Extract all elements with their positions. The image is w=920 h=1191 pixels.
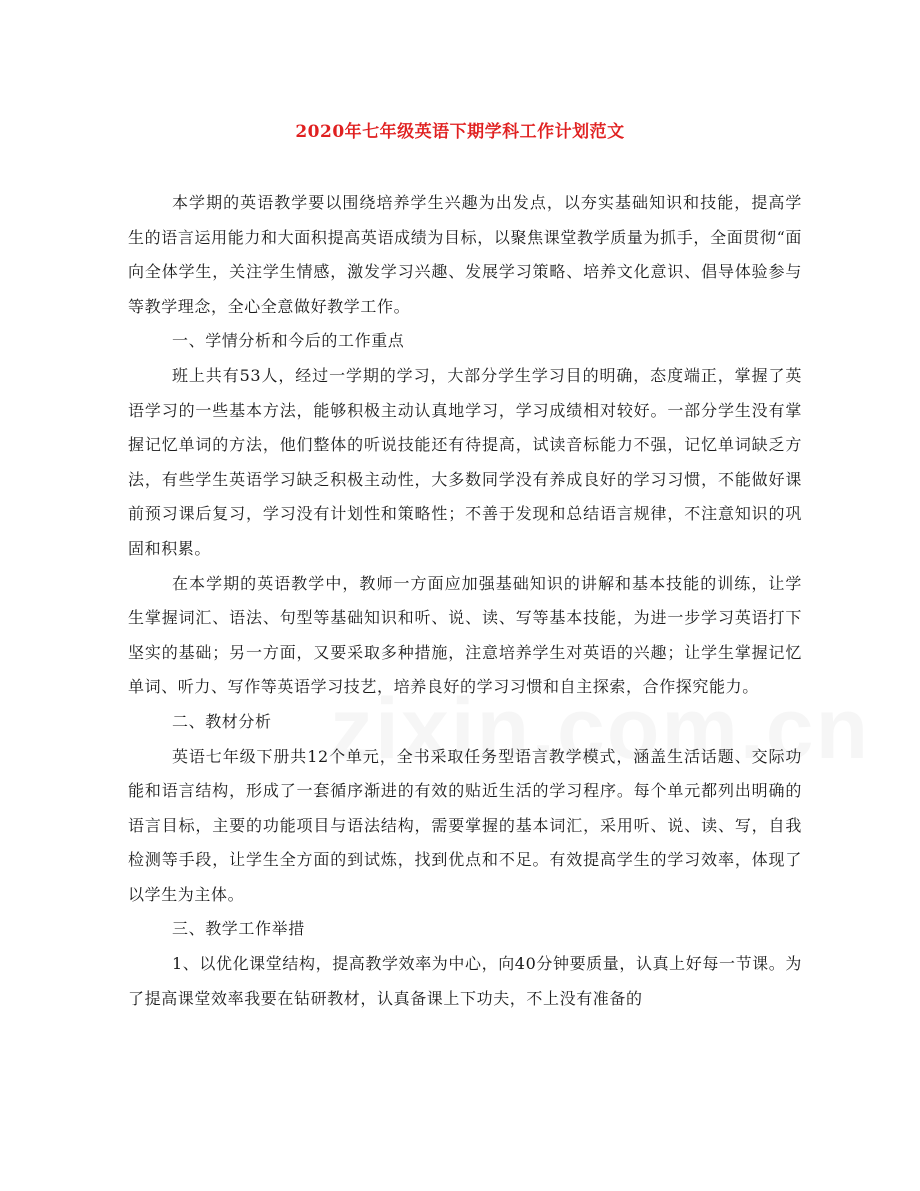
document-title: 2020年七年级英语下期学科工作计划范文 bbox=[295, 122, 625, 142]
paragraph-teaching-approach: 在本学期的英语教学中，教师一方面应加强基础知识的讲解和基本技能的训练，让学生掌握词汇、语法、句型等基础知识和听、说、读、写等基本技能，为进一步学习英语打下坚实的基础；另一方面，又要采取多种措施，注意培养学生对英语的兴趣；让学生掌握记忆单词、听力、写作等英语学习技艺，培养良好的学习习惯和自主探索，合作探究能力。 bbox=[128, 573, 802, 697]
section-heading-2: 二、教材分析 bbox=[172, 711, 272, 731]
section-heading-1: 一、学情分析和今后的工作重点 bbox=[172, 331, 405, 351]
paragraph-intro: 本学期的英语教学要以围绕培养学生兴趣为出发点，以夯实基础知识和技能，提高学生的语言运用能力和大面积提高英语成绩为目标，以聚焦课堂教学质量为抓手，全面贯彻“面向全体学生，关注学生情感，激发学习兴趣、发展学习策略、培养文化意识、倡导体验参与等教学理念，全心全意做好教学工作。 bbox=[128, 193, 802, 316]
document-body bbox=[128, 186, 802, 1016]
paragraph-student-analysis: 班上共有53人，经过一学期的学习，大部分学生学习目的明确，态度端正，掌握了英语学习的一些基本方法，能够积极主动认真地学习，学习成绩相对较好。一部分学生没有掌握记忆单词的方法，他们整体的听说技能还有待提高，试读音标能力不强，记忆单词缺乏方法，有些学生英语学习缺乏积极主动性，大多数同学没有养成良好的学习习惯，不能做好课前预习课后复习，学习没有计划性和策略性；不善于发现和总结语言规律，不注意知识的巩固和积累。 bbox=[128, 365, 802, 558]
section-heading-3: 三、教学工作举措 bbox=[172, 919, 305, 939]
paragraph-measure-1: 1、以优化课堂结构，提高教学效率为中心，向40分钟要质量，认真上好每一节课。为了提高课堂效率我要在钻研教材，认真备课上下功夫，不上没有准备的 bbox=[128, 954, 802, 1008]
paragraph-textbook-analysis: 英语七年级下册共12个单元，全书采取任务型语言教学模式，涵盖生活话题、交际功能和语言结构，形成了一套循序渐进的有效的贴近生活的学习程序。每个单元都列出明确的语言目标，主要的功能项目与语法结构，需要掌握的基本词汇，采用听、说、读、写，自我检测等手段，让学生全方面的到试炼，找到优点和不足。有效提高学生的学习效率，体现了以学生为主体。 bbox=[128, 746, 802, 904]
